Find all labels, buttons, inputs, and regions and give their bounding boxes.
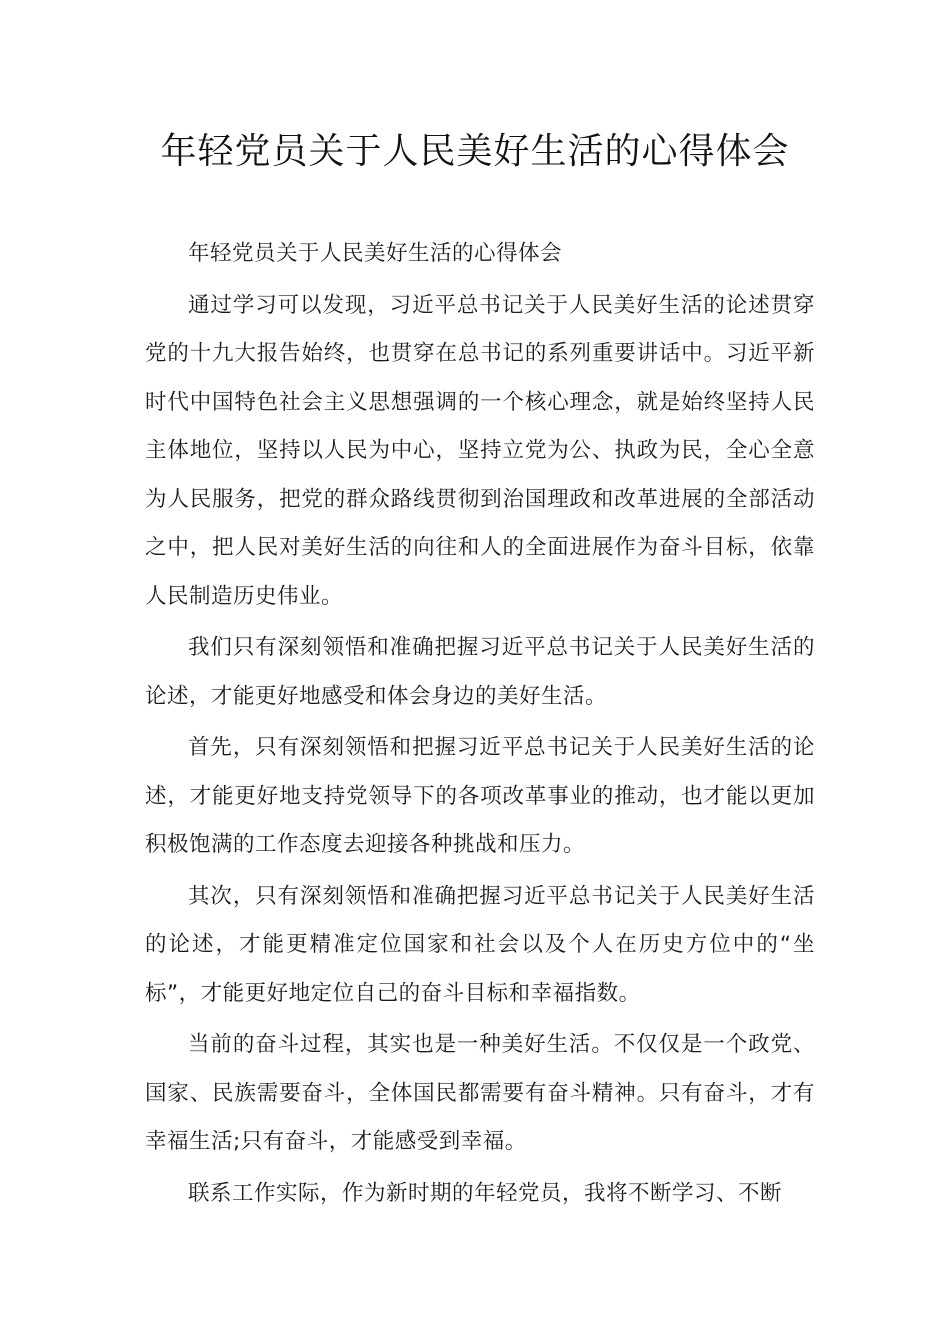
paragraph: 通过学习可以发现，习近平总书记关于人民美好生活的论述贯穿党的十九大报告始终，也贯穿在总书记的系列重要讲话中。习近平新时代中国特色社会主义思想强调的一个核心理念，就是始终坚持人民主体地位，坚持以人民为中心，坚持立党为公、执政为民，全心全意为人民服务，把党的群众路线贯彻到治国理政和改革进展的全部活动之中，把人民对美好生活的向往和人的全面进展作为奋斗目标，依靠人民制造历史伟业。 [145,292,815,609]
paragraph: 当前的奋斗过程，其实也是一种美好生活。不仅仅是一个政党、国家、民族需要奋斗，全体国民都需要有奋斗精神。只有奋斗，才有幸福生活;只有奋斗，才能感受到幸福。 [145,1032,815,1154]
paragraph-subtitle: 年轻党员关于人民美好生活的心得体会 [188,241,563,266]
paragraph: 其次，只有深刻领悟和准确把握习近平总书记关于人民美好生活的论述，才能更精准定位国家和社会以及个人在历史方位中的“坐标”，才能更好地定位自己的奋斗目标和幸福指数。 [145,883,815,1006]
paragraph: 联系工作实际，作为新时期的年轻党员，我将不断学习、不断 [188,1180,783,1206]
paragraph: 首先，只有深刻领悟和把握习近平总书记关于人民美好生活的论述，才能更好地支持党领导下的各项改革事业的推动，也才能以更加积极饱满的工作态度去迎接各种挑战和压力。 [145,735,815,857]
document-body [145,230,815,1218]
paragraph: 我们只有深刻领悟和准确把握习近平总书记关于人民美好生活的论述，才能更好地感受和体会身边的美好生活。 [145,635,815,709]
document-title: 年轻党员关于人民美好生活的心得体会 [160,131,790,172]
